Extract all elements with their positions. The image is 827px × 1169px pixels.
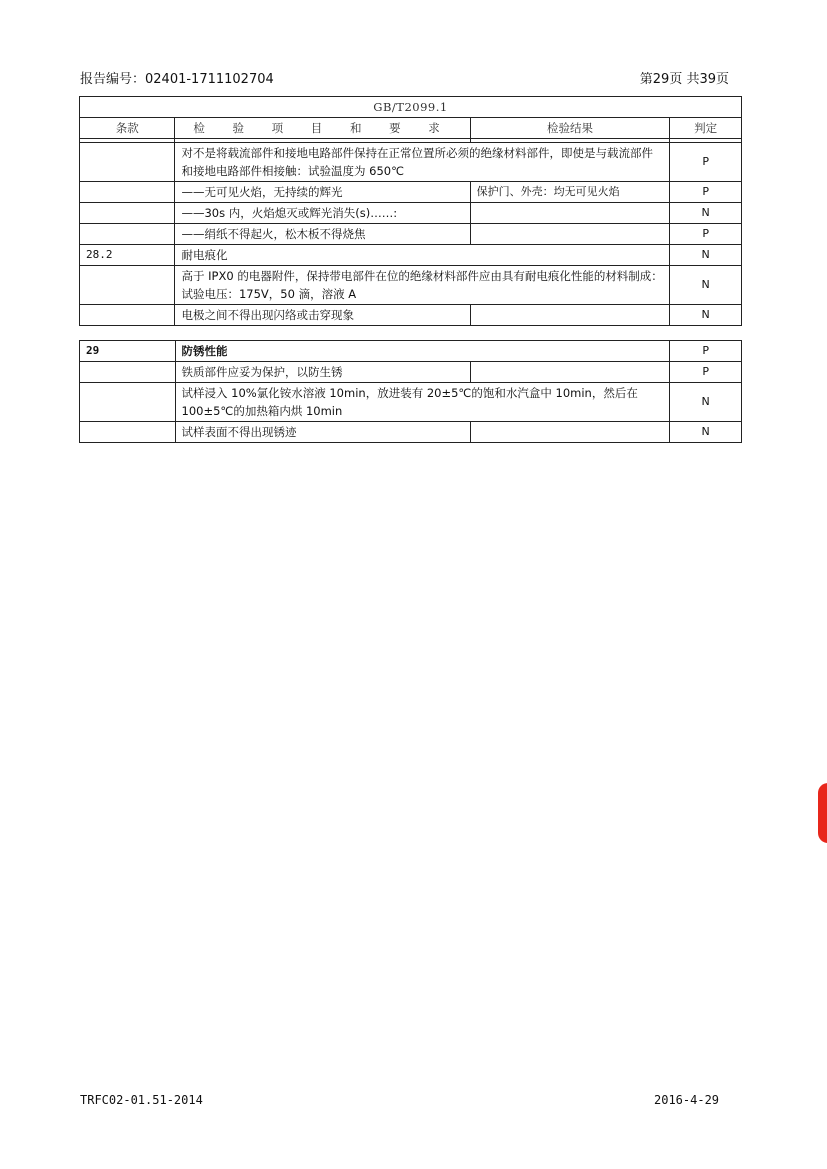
clause-cell [80, 305, 175, 326]
clause-cell [80, 143, 175, 182]
item-cell: ——30s 内，火焰熄灭或辉光消失(s)……: [175, 203, 470, 224]
item-cell: 试样浸入 10%氯化铵水溶液 10min，放进装有 20±5℃的饱和水汽盒中 10min，然后在 100±5℃的加热箱内烘 10min [175, 383, 670, 422]
result-cell [470, 224, 670, 245]
item-cell: 试样表面不得出现锈迹 [175, 422, 470, 443]
result-cell: 保护门、外壳：均无可见火焰 [470, 182, 670, 203]
verdict-cell: P [670, 143, 742, 182]
clause-cell: 28.2 [80, 245, 175, 266]
result-cell [470, 305, 670, 326]
clause-cell [80, 203, 175, 224]
verdict-cell: P [670, 362, 742, 383]
table-row [80, 245, 742, 266]
section-title: 防锈性能 [175, 341, 670, 362]
table-row [80, 182, 742, 203]
verdict-cell: N [670, 245, 742, 266]
col-header-result: 检验结果 [470, 118, 670, 139]
item-cell: 耐电痕化 [175, 245, 670, 266]
table-row [80, 266, 742, 305]
item-cell: 高于 IPX0 的电器附件，保持带电部件在位的绝缘材料部件应由具有耐电痕化性能的材料制成：试验电压：175V，50 滴，溶液 A [175, 266, 670, 305]
verdict-cell: P [670, 182, 742, 203]
item-cell: 铁质部件应妥为保护，以防生锈 [175, 362, 470, 383]
report-number: 报告编号：02401-1711102704 [80, 72, 274, 87]
verdict-cell: N [670, 266, 742, 305]
verdict-cell: P [670, 224, 742, 245]
form-number: TRFC02-01.51-2014 [80, 1093, 203, 1107]
verdict-cell: N [670, 305, 742, 326]
standard-title: GB/T2099.1 [80, 97, 742, 118]
clause-cell [80, 224, 175, 245]
table-row [80, 224, 742, 245]
table-row [80, 422, 742, 443]
clause-cell [80, 266, 175, 305]
col-header-item [175, 118, 470, 139]
report-date: 2016-4-29 [654, 1093, 720, 1107]
clause-cell [80, 362, 176, 383]
table-row [80, 383, 742, 422]
result-cell [470, 422, 670, 443]
item-cell: 电极之间不得出现闪络或击穿现象 [175, 305, 470, 326]
result-cell [470, 362, 670, 383]
verdict-cell: N [670, 422, 742, 443]
verdict-cell: N [670, 383, 742, 422]
table-row [80, 143, 742, 182]
col-header-verdict: 判定 [670, 118, 742, 139]
clause-cell [80, 383, 176, 422]
table-row [80, 203, 742, 224]
table-row [80, 305, 742, 326]
result-cell [470, 203, 670, 224]
clause-cell [80, 182, 175, 203]
item-cell: ——绢纸不得起火，松木板不得烧焦 [175, 224, 470, 245]
verdict-cell: P [670, 341, 742, 362]
col-header-clause: 条款 [80, 118, 175, 139]
table-row [80, 341, 742, 362]
clause-cell: 29 [80, 341, 176, 362]
item-cell: 对不是将载流部件和接地电路部件保持在正常位置所必须的绝缘材料部件，即使是与载流部件和接地电路部件相接触：试验温度为 650℃ [175, 143, 670, 182]
clause-cell [80, 422, 176, 443]
page-indicator: 第29页 共39页 [639, 72, 729, 87]
inspection-table-29 [79, 340, 742, 443]
table-row [80, 362, 742, 383]
col-header-item-label: 检 验 项 目 和 要 求 [193, 121, 452, 135]
inspection-table-28 [79, 96, 742, 326]
verdict-cell: N [670, 203, 742, 224]
page-edge-marker [818, 783, 827, 843]
item-cell: ——无可见火焰，无持续的辉光 [175, 182, 470, 203]
